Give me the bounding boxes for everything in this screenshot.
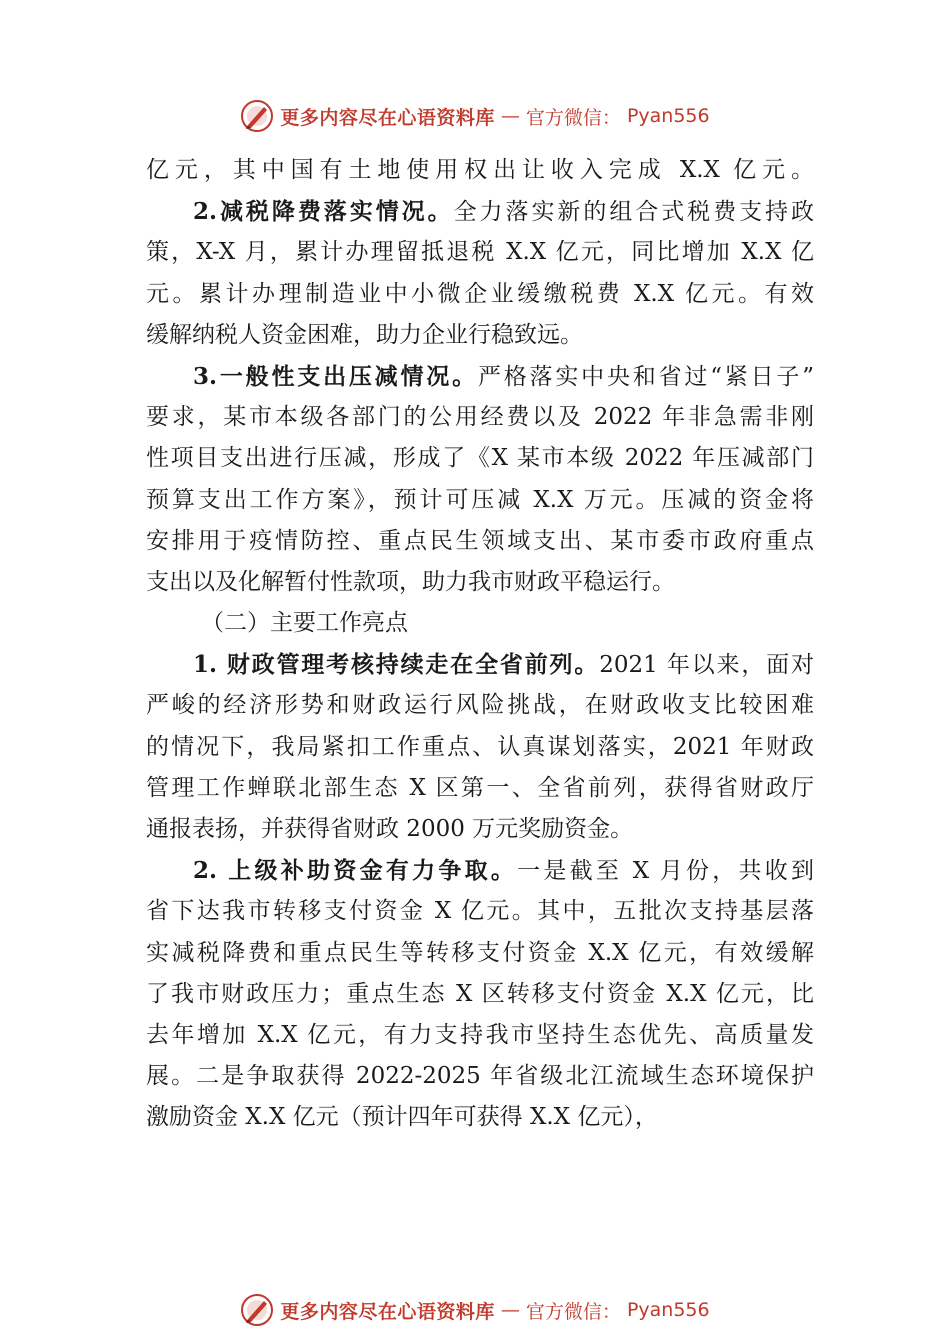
text-line: 省下达我市转移支付资金 X 亿元。其中，五批次支持基层落 <box>146 898 814 925</box>
text-line: 缓解纳税人资金困难，助力企业行稳致远。 <box>146 321 583 348</box>
text-line: 安排用于疫情防控、重点民生领域支出、某市委市政府重点 <box>146 527 814 554</box>
banner-separator: — <box>500 1299 520 1321</box>
text-line: 2.减税降费落实情况。全力落实新的组合式税费支持政 <box>193 198 814 226</box>
section-heading: （二）主要工作亮点 <box>201 610 408 637</box>
text-line: 3.一般性支出压减情况。严格落实中央和省过“紧日子” <box>193 362 814 390</box>
text-line: 亿元，其中国有土地使用权出让收入完成 X.X 亿元。 <box>146 157 814 183</box>
text-line: 策，X-X 月，累计办理留抵退税 X.X 亿元，同比增加 X.X 亿 <box>146 239 814 266</box>
text-line: 要求，某市本级各部门的公用经费以及 2022 年非急需非刚 <box>146 404 814 431</box>
text-line: 1. 财政管理考核持续走在全省前列。2021 年以来，面对 <box>193 651 814 679</box>
wechat-label: 官方微信： <box>525 106 621 129</box>
text-line: 预算支出工作方案》，预计可压减 X.X 万元。压减的资金将 <box>146 486 814 513</box>
brand-name: 更多内容尽在心语资料库 <box>280 1300 495 1323</box>
banner-separator: — <box>500 105 520 127</box>
wechat-label: 官方微信： <box>525 1300 621 1323</box>
text-line: 激励资金 X.X 亿元（预计四年可获得 X.X 亿元）， <box>146 1104 658 1131</box>
text-line: 性项目支出进行压减，形成了《X 某市本级 2022 年压减部门 <box>146 445 814 472</box>
subheading: 2. 上级补助资金有力争取。 <box>193 857 518 885</box>
text-line: 元。累计办理制造业中小微企业缓缴税费 X.X 亿元。有效 <box>146 280 814 307</box>
text-line: 去年增加 X.X 亿元，有力支持我市坚持生态优先、高质量发 <box>146 1021 814 1048</box>
text-line: 严峻的经济形势和财政运行风险挑战，在财政收支比较困难 <box>146 692 814 719</box>
text-line: 支出以及化解暂付性款项，助力我市财政平稳运行。 <box>146 568 675 595</box>
subheading: 3.一般性支出压减情况。 <box>193 362 478 390</box>
text-line: 2. 上级补助资金有力争取。一是截至 X 月份，共收到 <box>193 857 814 885</box>
text-line: 了我市财政压力；重点生态 X 区转移支付资金 X.X 亿元，比 <box>146 980 814 1007</box>
text-line: 的情况下，我局紧扣工作重点、认真谋划落实，2021 年财政 <box>146 733 814 760</box>
subheading: 1. 财政管理考核持续走在全省前列。 <box>193 651 600 679</box>
header-banner <box>0 96 950 136</box>
pen-circle-logo-icon <box>240 1293 274 1327</box>
document-body <box>146 150 814 1139</box>
text-line: 通报表扬，并获得省财政 2000 万元奖励资金。 <box>146 816 634 842</box>
subheading: 2.减税降费落实情况。 <box>193 198 454 226</box>
footer-banner <box>0 1290 950 1330</box>
text-line: 实减税降费和重点民生等转移支付资金 X.X 亿元，有效缓解 <box>146 939 814 966</box>
text-line: 管理工作蝉联北部生态 X 区第一、全省前列，获得省财政厅 <box>146 774 814 801</box>
pen-circle-logo-icon <box>240 99 274 133</box>
text-line: 展。二是争取获得 2022-2025 年省级北江流域生态环境保护 <box>146 1063 814 1090</box>
wechat-id: Pyan556 <box>626 105 710 127</box>
brand-name: 更多内容尽在心语资料库 <box>280 106 495 129</box>
wechat-id: Pyan556 <box>626 1299 710 1321</box>
